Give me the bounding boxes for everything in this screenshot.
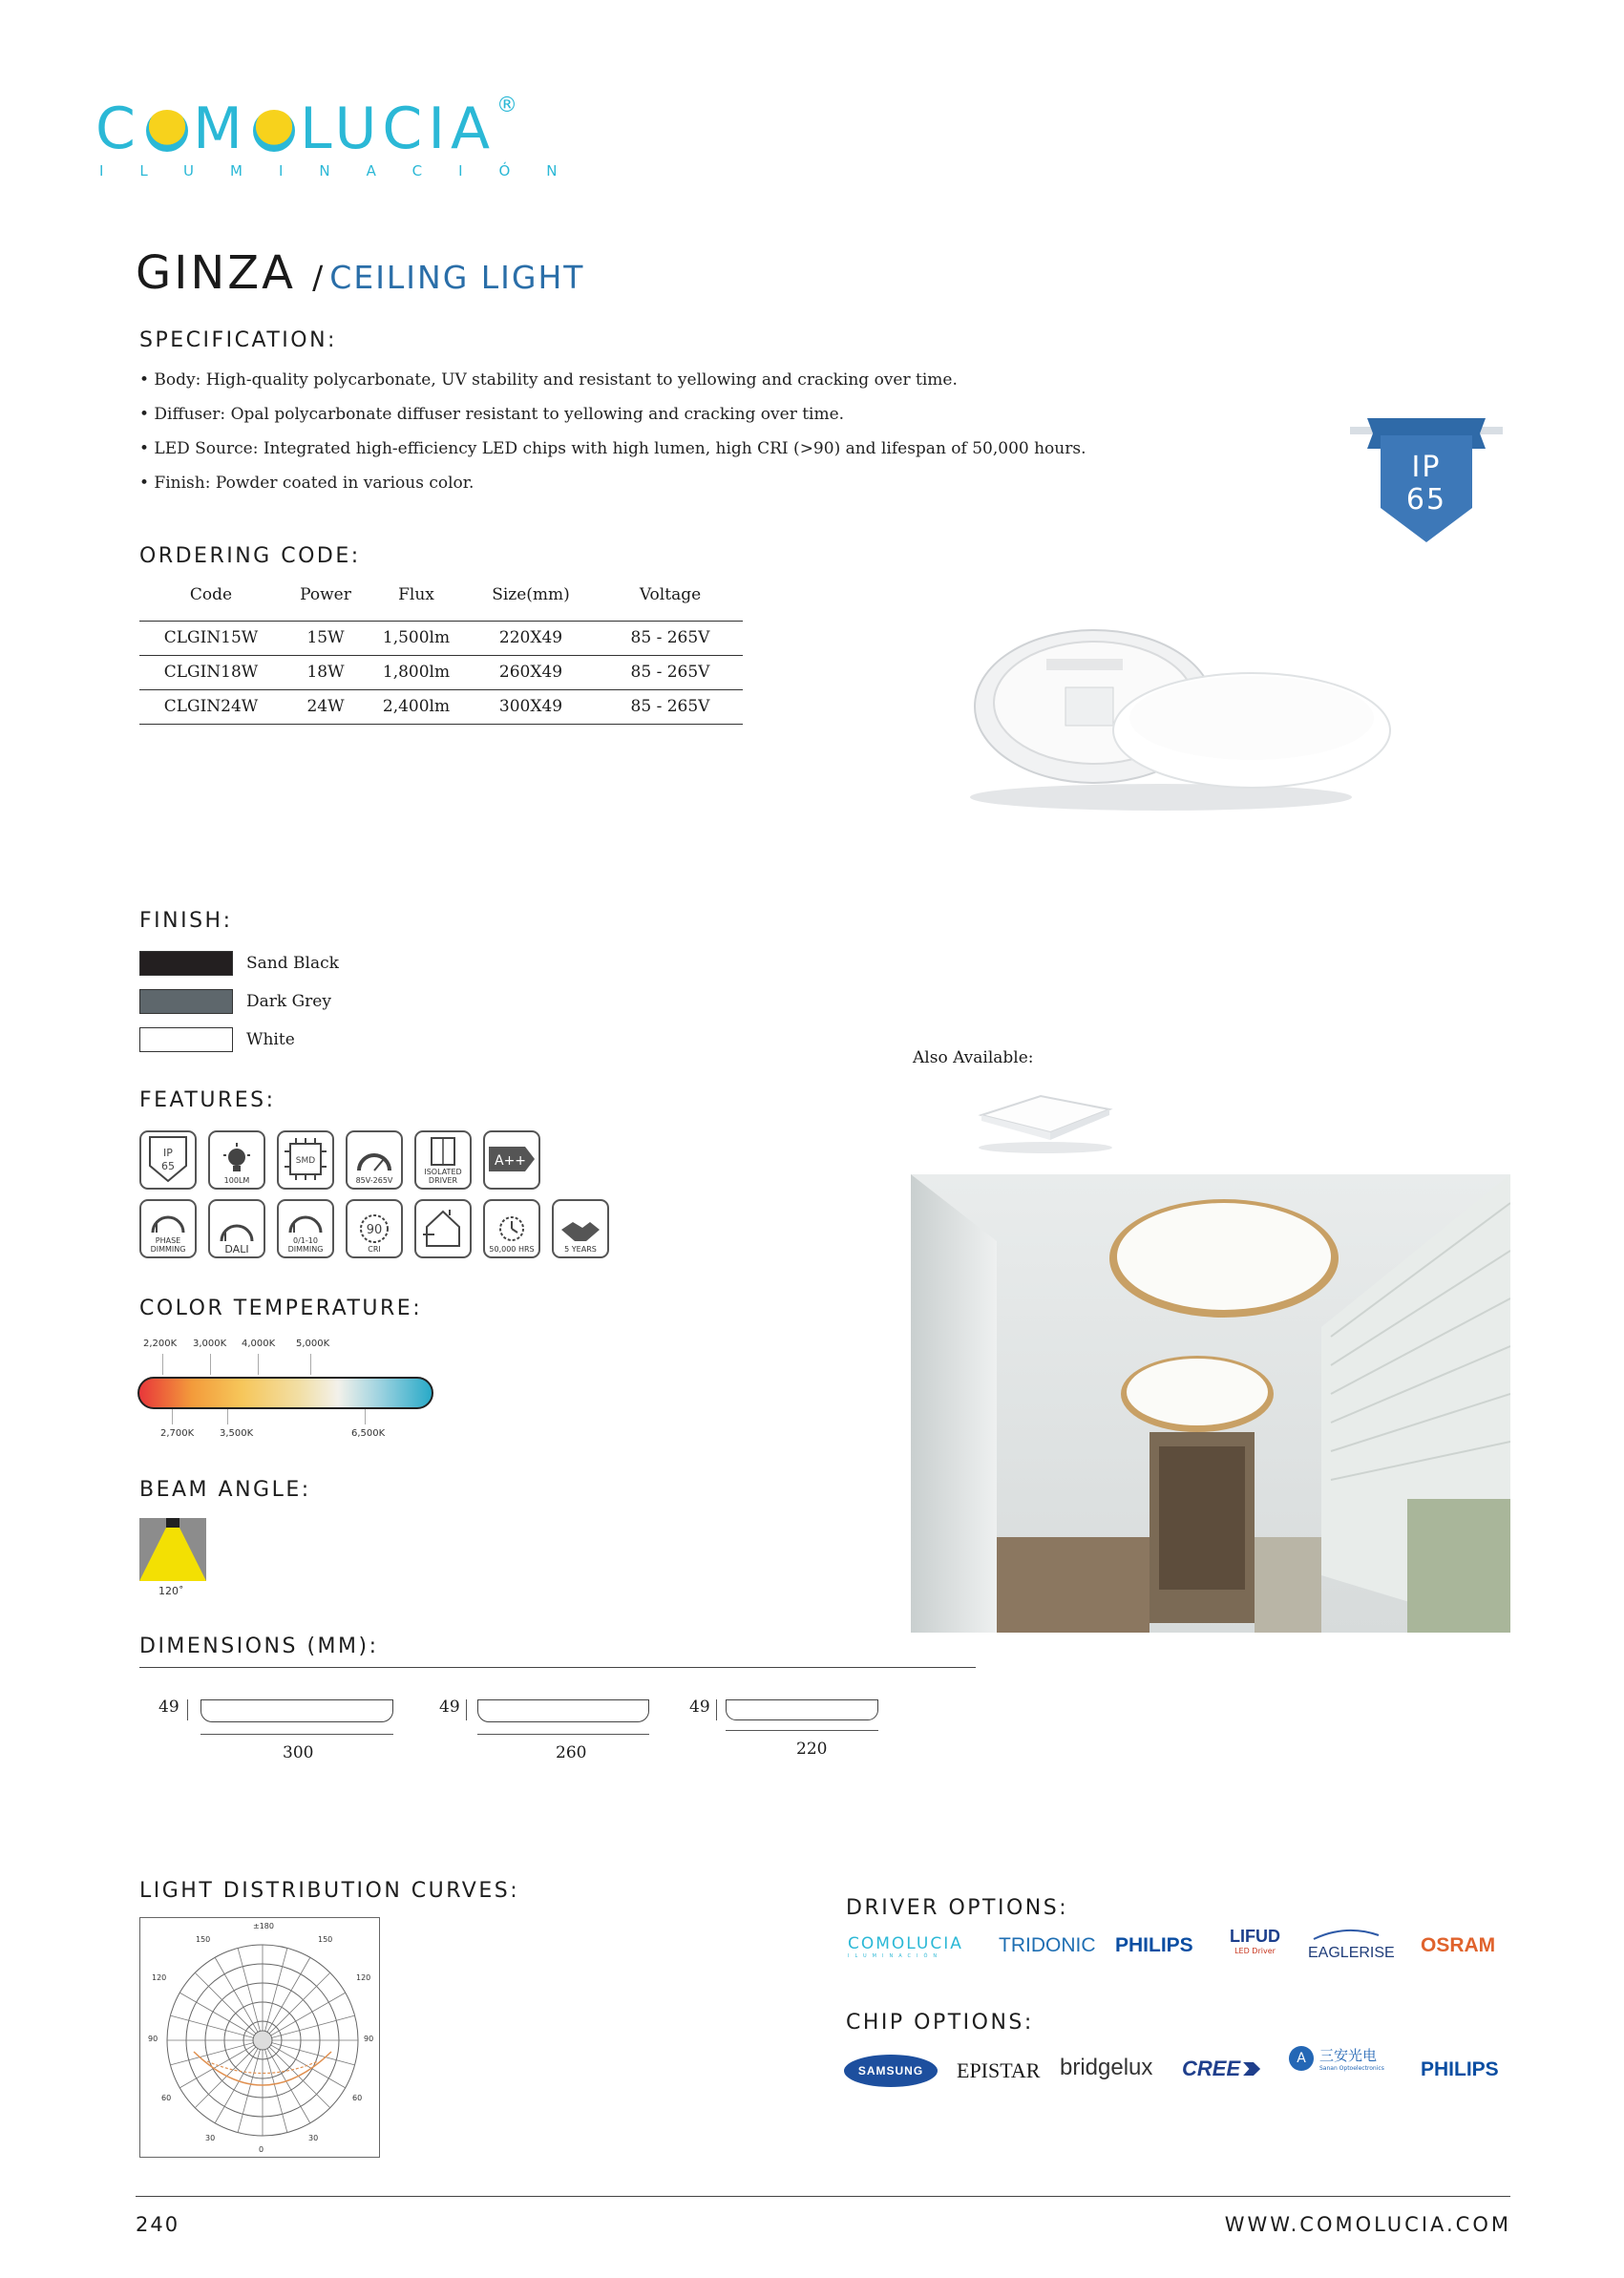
energy-class-icon (483, 1130, 540, 1190)
cell-code: CLGIN15W (139, 621, 283, 655)
svg-text:SMD: SMD (295, 1155, 316, 1166)
smd-chip-icon (277, 1130, 334, 1190)
cell-flux: 2,400lm (369, 689, 464, 724)
indoor-house-icon (414, 1199, 472, 1258)
spec-line-finish: • Finish: Powder coated in various color. (139, 474, 475, 493)
cct-label-3000: 3,000K (193, 1339, 227, 1349)
cell-flux: 1,800lm (369, 655, 464, 689)
finish-heading: FINISH: (139, 909, 233, 933)
cree-arrow-icon (1243, 2062, 1260, 2076)
chip-brand-epistar: EPISTAR (957, 2058, 1041, 2082)
cct-label-6500: 6,500K (351, 1428, 386, 1439)
dimensions-heading: DIMENSIONS (MM): (139, 1635, 379, 1658)
col-voltage: Voltage (598, 569, 743, 621)
ip-line1: IP (1411, 451, 1442, 484)
table-row (139, 689, 743, 724)
col-power: Power (283, 569, 369, 621)
polar-label-60-right: 60 (352, 2094, 363, 2102)
ordering-header-row (139, 569, 743, 621)
cell-size: 300X49 (464, 689, 598, 724)
polar-label-30-right: 30 (308, 2134, 319, 2142)
dim-profile (477, 1699, 649, 1722)
finish-label: Sand Black (246, 954, 339, 973)
svg-text:65: 65 (161, 1159, 175, 1172)
brand-logo (95, 94, 594, 200)
polar-label-150-right: 150 (318, 1935, 333, 1944)
specification-heading: SPECIFICATION: (139, 328, 337, 352)
product-photo (960, 611, 1400, 821)
polar-label-90-right: 90 (364, 2035, 374, 2043)
cell-voltage: 85 - 265V (598, 655, 743, 689)
voltage-caption: 85V-265V (355, 1176, 393, 1185)
finish-label: Dark Grey (246, 992, 331, 1011)
driver-brand-lifud: LIFUD LED Driver (1230, 1927, 1280, 1955)
driver-brand-comolucia: COMOLUCIA ILUMINACIÓN (848, 1934, 963, 1959)
voltage-gauge-icon (346, 1130, 403, 1190)
beam-angle-icon (139, 1518, 206, 1581)
chip-brand-samsung: SAMSUNG (844, 2055, 938, 2087)
handshake-icon (552, 1199, 609, 1258)
website-link[interactable]: WWW.COMOLUCIA.COM (1224, 2213, 1511, 2236)
cell-power: 24W (283, 689, 369, 724)
swatch-dark-grey (139, 989, 233, 1014)
product-name: GINZA (136, 246, 296, 300)
bulb-caption: 100LM (223, 1176, 250, 1185)
spec-line-led: • LED Source: Integrated high-efficiency LED chips with high lumen, high CRI (>90) and lifespan of 50,000 hours. (139, 439, 1086, 458)
cri-caption: CRI (368, 1245, 381, 1254)
lifespan-caption: 50,000 HRS (489, 1245, 535, 1254)
driver-options-heading: DRIVER OPTIONS: (846, 1896, 1069, 1920)
ip65-icon (139, 1130, 197, 1190)
logo-bulb-icon-2 (253, 110, 295, 152)
chip-brand-cree: CREE (1182, 2057, 1260, 2081)
col-code: Code (139, 569, 283, 621)
finish-item-sand-black (139, 951, 339, 976)
chip-brand-philips: PHILIPS (1421, 2058, 1499, 2080)
spec-line-body: • Body: High-quality polycarbonate, UV stability and resistant to yellowing and cracking over time. (139, 370, 958, 390)
features-row-2 (139, 1199, 609, 1258)
isolated-driver-icon (414, 1130, 472, 1190)
registered-mark: ® (496, 94, 517, 117)
features-row-1 (139, 1130, 540, 1190)
cct-gradient-bar (137, 1377, 433, 1409)
ordering-heading: ORDERING CODE: (139, 544, 361, 568)
features-heading: FEATURES: (139, 1088, 276, 1112)
cell-voltage: 85 - 265V (598, 689, 743, 724)
square-variant-photo (974, 1088, 1117, 1155)
title-separator: / (312, 259, 326, 296)
svg-text:A++: A++ (495, 1152, 527, 1169)
driver-brand-philips: PHILIPS (1115, 1934, 1193, 1956)
bulb-icon (208, 1130, 265, 1190)
polar-label-120-right: 120 (356, 1973, 371, 1982)
dim-height: 49 (689, 1698, 710, 1717)
cell-size: 260X49 (464, 655, 598, 689)
page-number: 240 (136, 2213, 180, 2236)
dimension-drawing-260 (437, 1690, 666, 1766)
polar-label-180: ±180 (253, 1922, 274, 1930)
cri-icon (346, 1199, 403, 1258)
polar-label-150-left: 150 (196, 1935, 211, 1944)
spec-line-diffuser: • Diffuser: Opal polycarbonate diffuser resistant to yellowing and cracking over time. (139, 405, 845, 424)
cell-power: 15W (283, 621, 369, 655)
ip65-badge (1350, 416, 1503, 550)
product-title (136, 246, 584, 300)
cct-label-2200: 2,200K (143, 1339, 178, 1349)
light-distribution-heading: LIGHT DISTRIBUTION CURVES: (139, 1879, 520, 1903)
swatch-white (139, 1027, 233, 1052)
table-row (139, 621, 743, 655)
driver-brand-eaglerise: EAGLERISE (1308, 1927, 1395, 1962)
logo-bulb-icon (146, 110, 188, 152)
driver-brand-tridonic: TRIDONIC (999, 1934, 1096, 1956)
polar-label-0: 0 (259, 2145, 264, 2154)
dimension-drawing-220 (687, 1690, 907, 1766)
dim-width: 260 (556, 1743, 587, 1762)
cell-code: CLGIN18W (139, 655, 283, 689)
cell-flux: 1,500lm (369, 621, 464, 655)
dimming-caption: 0/1-10 DIMMING (287, 1236, 324, 1254)
cell-voltage: 85 - 265V (598, 621, 743, 655)
polar-label-30-left: 30 (205, 2134, 216, 2142)
dali-icon (208, 1199, 265, 1258)
chip-brand-bridgelux: bridgelux (1060, 2055, 1153, 2080)
polar-grid (140, 1918, 381, 2159)
finish-item-white (139, 1027, 295, 1052)
col-size: Size(mm) (464, 569, 598, 621)
finish-item-dark-grey (139, 989, 331, 1014)
dim-profile (726, 1699, 878, 1720)
logo-subtitle: ILUMINACIÓN (99, 162, 594, 179)
also-available-label: Also Available: (913, 1048, 1034, 1067)
driver-brand-osram: OSRAM (1421, 1934, 1496, 1956)
beam-angle-value: 120˚ (158, 1585, 184, 1597)
cell-size: 220X49 (464, 621, 598, 655)
dim-width: 220 (796, 1740, 828, 1759)
dim-profile (200, 1699, 393, 1722)
eaglerise-swoosh-icon (1308, 1928, 1384, 1941)
finish-label: White (246, 1030, 295, 1049)
footer-rule (136, 2196, 1510, 2197)
dim-height: 49 (439, 1698, 460, 1717)
lifespan-clock-icon (483, 1199, 540, 1258)
polar-label-120-left: 120 (152, 1973, 167, 1982)
cct-label-2700: 2,700K (160, 1428, 195, 1439)
ordering-table (139, 569, 743, 725)
warranty-caption: 5 YEARS (564, 1245, 597, 1254)
beam-angle-heading: BEAM ANGLE: (139, 1478, 311, 1502)
dimensions-rule (139, 1667, 976, 1668)
svg-text:IP: IP (163, 1146, 173, 1159)
logo-word-lucia: LUCIA (300, 95, 496, 162)
room-photo (911, 1174, 1510, 1633)
chip-brand-sanan: A 三安光电 Sanan Optoelectronics (1289, 2045, 1384, 2072)
col-flux: Flux (369, 569, 464, 621)
polar-chart (139, 1917, 380, 2158)
swatch-sand-black (139, 951, 233, 976)
dimming-010-icon (277, 1199, 334, 1258)
polar-label-90-left: 90 (148, 2035, 158, 2043)
phase-caption: PHASE DIMMING (150, 1236, 186, 1254)
sanan-logo-icon: A (1289, 2046, 1314, 2071)
dim-width: 300 (283, 1743, 314, 1762)
cct-label-5000: 5,000K (296, 1339, 330, 1349)
chip-options-heading: CHIP OPTIONS: (846, 2011, 1034, 2035)
cell-power: 18W (283, 655, 369, 689)
cct-label-3500: 3,500K (220, 1428, 254, 1439)
cell-code: CLGIN24W (139, 689, 283, 724)
ip-line2: 65 (1405, 483, 1447, 517)
product-category: CEILING LIGHT (329, 259, 585, 296)
dim-height: 49 (158, 1698, 179, 1717)
dimension-drawing-300 (157, 1690, 405, 1766)
dali-caption: DALI (224, 1243, 249, 1255)
cct-label-4000: 4,000K (242, 1339, 276, 1349)
logo-letter-m: M (193, 95, 248, 162)
table-row (139, 655, 743, 689)
color-temperature-heading: COLOR TEMPERATURE: (139, 1297, 423, 1320)
svg-text:90: 90 (366, 1223, 383, 1237)
isolated-caption: ISOLATED DRIVER (424, 1168, 462, 1185)
polar-label-60-left: 60 (161, 2094, 172, 2102)
phase-dimming-icon (139, 1199, 197, 1258)
logo-letter-c: C (95, 95, 141, 162)
